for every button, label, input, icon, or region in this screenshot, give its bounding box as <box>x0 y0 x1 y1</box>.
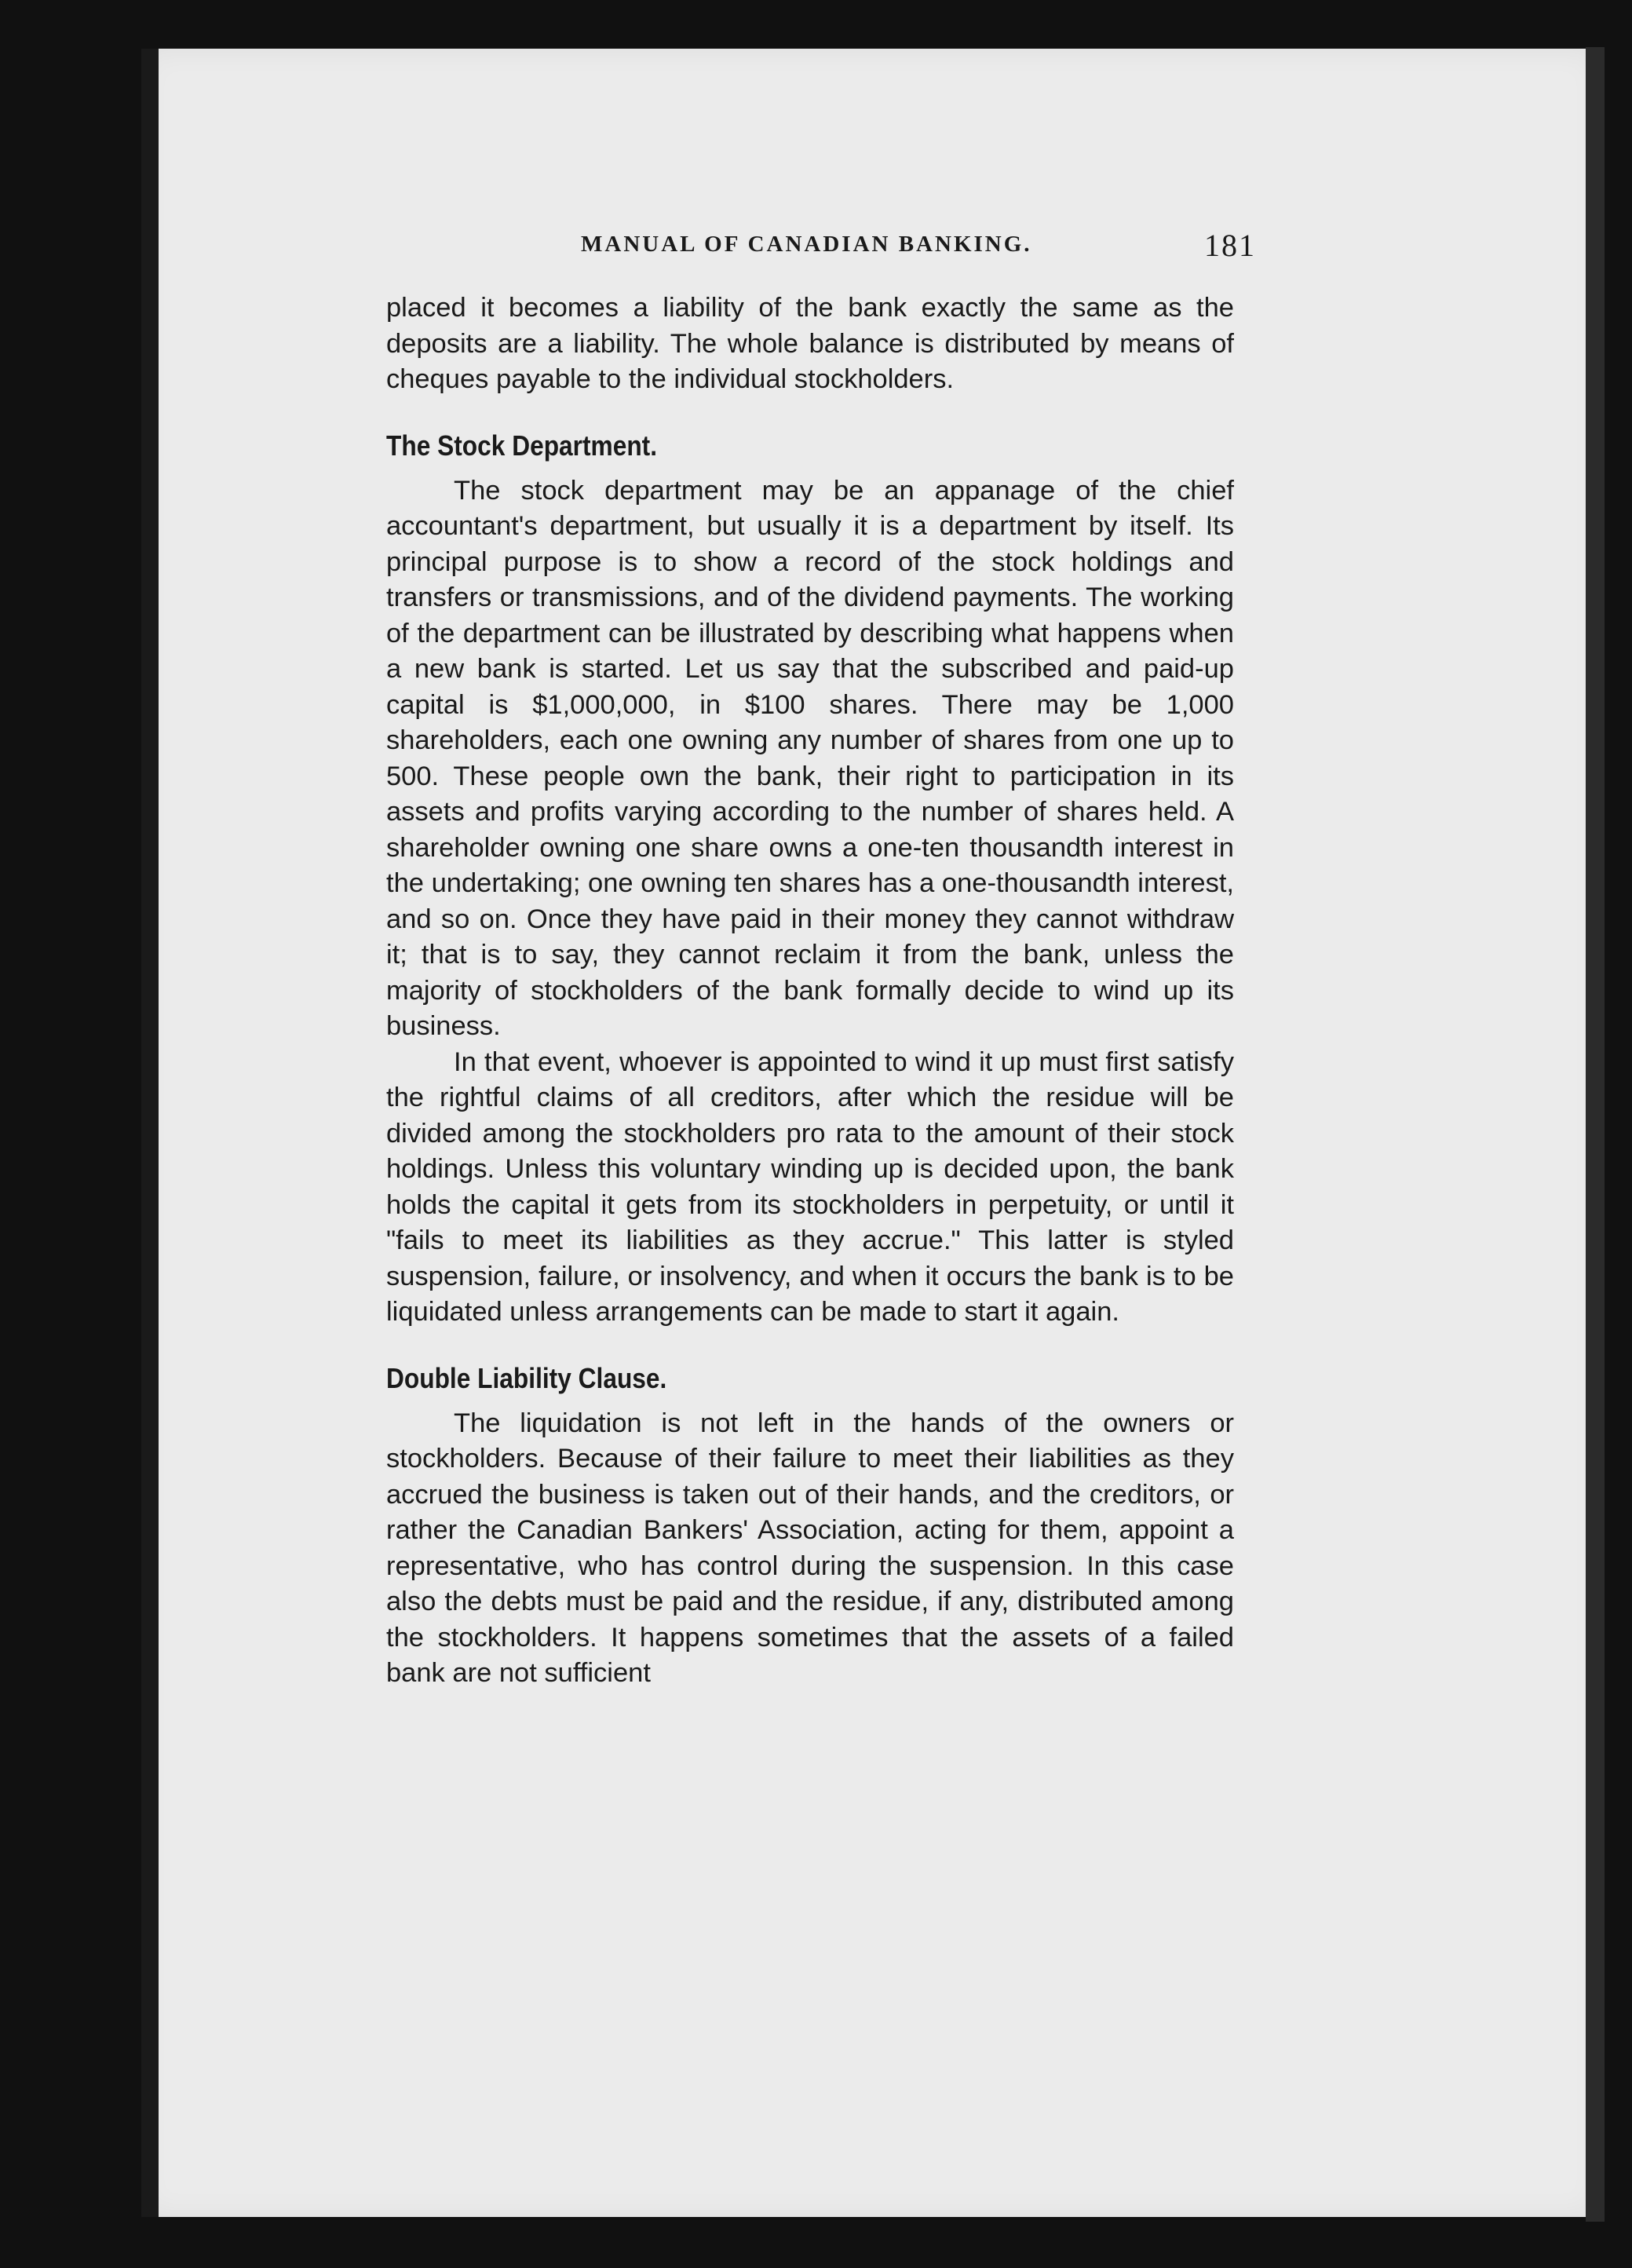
page-body <box>386 290 1234 1692</box>
page-number: 181 <box>1204 228 1256 263</box>
section-heading-stock-department: The Stock Department. <box>386 429 658 462</box>
paragraph-stock-department-1: The stock department may be an appanage of the chief accountant's department, but usually it is a department by itself. Its principal purpose is to show a record of the stock holdings and transfers or transmissions, and of the dividend payments. The working of the department can be illustrated by describing what happens when a new bank is started. Let us say that the subscribed and paid-up capital is $1,000,000, in $100 shares. There may be 1,000 shareholders, each one owning any number of shares from one up to 500. These people own the bank, their right to participation in its assets and profits varying according to the number of shares held. A shareholder owning one share owns a one-ten thousandth interest in the undertaking; one owning ten shares has a one-thousandth interest, and so on. Once they have paid in their money they cannot withdraw it; that is to say, they cannot reclaim it from the bank, unless the majority of stockholders of the bank formally decide to wind up its business. <box>386 475 1234 1041</box>
paragraph-double-liability-1: The liquidation is not left in the hands of the owners or stockholders. Because of their failure to meet their liabilities as they accrued the business is taken out of their hands, and the creditors, or rather the Canadian Bankers' Association, acting for them, appoint a representative, who has control during the suspension. In this case also the debts must be paid and the residue, if any, distributed among the stockholders. It happens sometimes that the assets of a failed bank are not sufficient <box>386 1408 1234 1688</box>
page-edge <box>1586 47 1605 2222</box>
continuation-paragraph: placed it becomes a liability of the bank exactly the same as the deposits are a liability. The whole balance is distributed by means of cheques payable to the individual stockholders. <box>386 293 1234 394</box>
paragraph-stock-department-2: In that event, whoever is appointed to wind it up must first satisfy the rightful claims of all creditors, after which the residue will be divided among the stockholders pro rata to the amount of their stock holdings. Unless this voluntary winding up is decided upon, the bank holds the capital it gets from its stockholders in perpetuity, or until it "fails to meet its liabilities as they accrue." This latter is styled suspension, failure, or insolvency, and when it occurs the bank is to be liquidated unless arrangements can be made to start it again. <box>386 1046 1234 1327</box>
section-heading-double-liability: Double Liability Clause. <box>386 1361 667 1394</box>
book-spine <box>141 49 159 2217</box>
running-head <box>581 228 1256 263</box>
running-head-title: MANUAL OF CANADIAN BANKING. <box>581 232 1032 257</box>
